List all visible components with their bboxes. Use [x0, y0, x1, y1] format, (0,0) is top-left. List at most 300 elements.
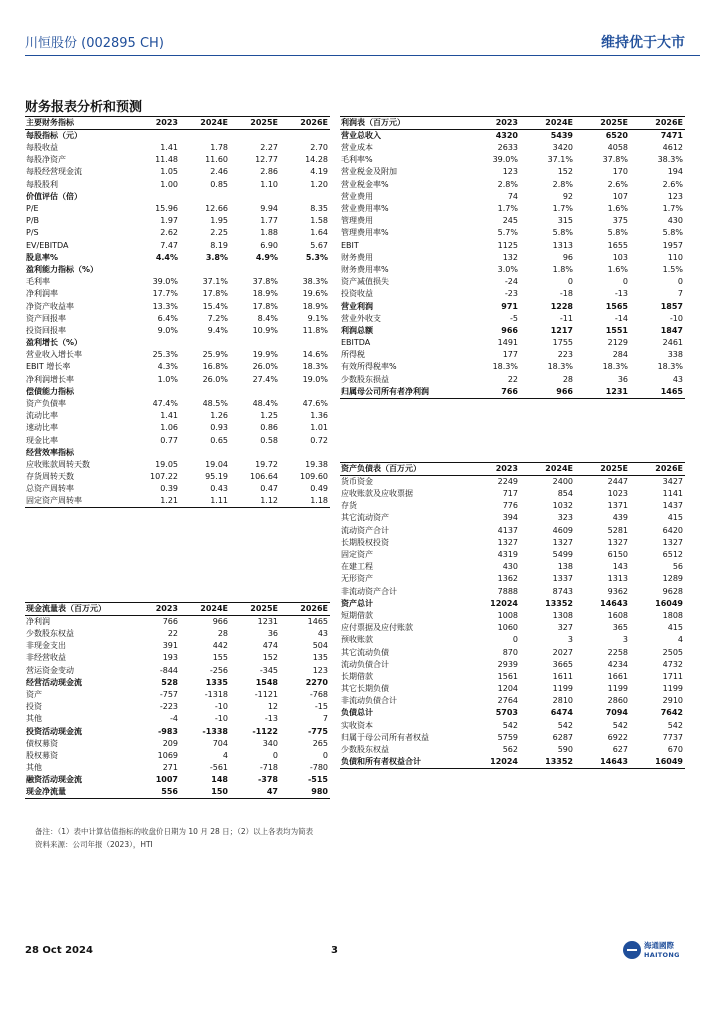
- cell-value: 92: [562, 191, 573, 201]
- row-label: 营运资金变动: [26, 665, 74, 675]
- row-label: 非现金支出: [26, 641, 66, 651]
- cell-value: 209: [162, 738, 178, 748]
- cell-value: 7: [322, 714, 328, 724]
- table-row: [25, 459, 330, 471]
- cell-value: 1231: [257, 617, 278, 626]
- cell-value: 5499: [552, 550, 573, 560]
- cell-value: 1.41: [160, 143, 178, 153]
- key-ratios-table: [25, 116, 330, 508]
- row-label: 股权募资: [26, 750, 58, 760]
- cell-value: 13352: [520, 756, 575, 769]
- cell-value: 12: [267, 702, 278, 712]
- cell-value: 1.20: [310, 179, 328, 189]
- row-label: 营业外收支: [341, 313, 381, 323]
- cell-value: 2024E: [520, 463, 575, 476]
- cell-value: 103: [612, 252, 628, 262]
- cell-value: 966: [520, 386, 575, 399]
- cell-value: 2.6%: [607, 179, 628, 189]
- row-label: 流动资产合计: [341, 525, 389, 535]
- cell-value: 1465: [307, 617, 328, 626]
- cell-value: 966: [212, 617, 228, 626]
- cell-value: 1.26: [210, 411, 228, 421]
- table-row: [340, 476, 685, 489]
- table-row: [25, 786, 330, 799]
- cell-value: 38.3%: [657, 155, 683, 165]
- cell-value: 8.35: [310, 204, 328, 214]
- cell-value: 1007: [155, 775, 178, 785]
- cell-value: 284: [612, 350, 628, 360]
- cell-value: [180, 264, 230, 276]
- table-row: [340, 374, 685, 386]
- cell-value: 7.2%: [207, 313, 228, 323]
- table-row: [340, 610, 685, 622]
- row-label: 投资活动现金流: [26, 726, 82, 736]
- row-label: P/E: [26, 204, 39, 214]
- cell-value: 2860: [607, 696, 628, 706]
- row-label: 净利润率: [26, 289, 58, 299]
- cell-value: 3.0%: [497, 264, 518, 274]
- cell-value: 8.19: [210, 240, 228, 250]
- row-label: 资产负债率: [26, 399, 66, 409]
- cell-value: 854: [557, 489, 573, 499]
- cell-value: 1313: [607, 574, 628, 584]
- cell-value: 245: [502, 216, 518, 226]
- cell-value: 1.12: [230, 495, 280, 508]
- row-label: 非流动负债合计: [341, 696, 397, 706]
- cell-value: 1228: [550, 301, 573, 311]
- table-row: [25, 447, 330, 459]
- cell-value: 143: [612, 562, 628, 572]
- report-header-company: 川恒股份 (002895 CH): [25, 36, 164, 51]
- cell-value: 18.3%: [302, 362, 328, 372]
- cell-value: 22: [167, 629, 178, 639]
- row-label: 预收账款: [341, 635, 373, 645]
- table-row: [340, 361, 685, 373]
- row-label: 经营效率指标: [26, 447, 74, 457]
- cell-value: 155: [212, 653, 228, 663]
- row-label: EBIT 增长率: [26, 362, 71, 372]
- table-row: [340, 300, 685, 312]
- cell-value: 4320: [495, 131, 518, 140]
- cell-value: 5759: [497, 732, 518, 742]
- cell-value: -780: [309, 763, 328, 773]
- cell-value: 2024E: [520, 117, 575, 130]
- cell-value: 15.96: [155, 204, 178, 214]
- cell-value: 9362: [607, 586, 628, 596]
- table-row: [25, 652, 330, 664]
- row-label: 少数股东权益: [26, 629, 74, 639]
- row-label: 营业费用: [341, 191, 373, 201]
- row-label: 资产减值损失: [341, 277, 389, 287]
- cell-value: 1.58: [310, 216, 328, 226]
- cell-value: 1608: [607, 610, 628, 620]
- cell-value: -256: [209, 665, 228, 675]
- table-row: [25, 616, 330, 629]
- cell-value: -10: [669, 313, 683, 323]
- cell-value: -561: [209, 763, 228, 773]
- row-label: 非流动资产合计: [341, 586, 397, 596]
- cell-value: 5.8%: [662, 228, 683, 238]
- row-label: EBITDA: [341, 338, 371, 348]
- cell-value: 4137: [497, 525, 518, 535]
- cell-value: 2810: [552, 696, 573, 706]
- cell-value: 1.7%: [497, 204, 518, 214]
- cell-value: 7.47: [160, 240, 178, 250]
- cell-value: 1.05: [160, 167, 178, 177]
- cell-value: 7737: [662, 732, 683, 742]
- cell-value: 27.4%: [252, 374, 278, 384]
- cell-value: [230, 264, 280, 276]
- row-label: EV/EBITDA: [26, 240, 69, 250]
- cell-value: 2.70: [310, 143, 328, 153]
- cell-value: 430: [667, 216, 683, 226]
- cell-value: 1199: [552, 684, 573, 694]
- table-row: [340, 130, 685, 143]
- cell-value: 4732: [662, 659, 683, 669]
- row-label: 资产: [26, 690, 42, 700]
- cell-value: 2633: [497, 143, 518, 153]
- cell-value: 1335: [205, 677, 228, 687]
- table-row: [25, 762, 330, 774]
- cell-value: -24: [504, 277, 518, 287]
- row-label: 存货周转天数: [26, 472, 74, 482]
- table-row: [340, 732, 685, 744]
- page-number: 3: [331, 945, 338, 956]
- table-row: [25, 337, 330, 349]
- cell-value: 138: [557, 562, 573, 572]
- cell-value: 2026E: [630, 463, 685, 476]
- table-row: [25, 227, 330, 239]
- table-row: [340, 707, 685, 719]
- table-row: [25, 252, 330, 264]
- cell-value: 6150: [607, 550, 628, 560]
- cell-value: [230, 386, 280, 398]
- cell-value: 6287: [552, 732, 573, 742]
- cell-value: 6474: [550, 708, 573, 718]
- cell-value: 9.94: [260, 204, 278, 214]
- row-label: 净资产收益率: [26, 301, 74, 311]
- cell-value: 2400: [552, 477, 573, 486]
- cell-value: [280, 264, 330, 276]
- cell-value: 6.90: [260, 240, 278, 250]
- cell-value: 439: [612, 513, 628, 523]
- cell-value: -223: [159, 702, 178, 712]
- cell-value: 2026E: [630, 117, 685, 130]
- cell-value: 2025E: [230, 603, 280, 616]
- cell-value: 4.3%: [157, 362, 178, 372]
- row-label: 长期股权投资: [341, 537, 389, 547]
- row-label: 应收账款及应收票据: [341, 489, 413, 499]
- cell-value: 56: [672, 562, 683, 572]
- cell-value: 19.0%: [302, 374, 328, 384]
- cell-value: 16049: [655, 598, 683, 608]
- cell-value: 4: [222, 750, 228, 760]
- cell-value: 3: [567, 635, 573, 645]
- cell-value: 38.3%: [302, 277, 328, 287]
- cell-value: 504: [312, 641, 328, 651]
- cell-value: -718: [259, 763, 278, 773]
- cell-value: -11: [559, 313, 573, 323]
- cell-value: 2025E: [575, 463, 630, 476]
- cell-value: 1060: [497, 623, 518, 633]
- cell-value: 1141: [662, 489, 683, 499]
- table-row: [340, 622, 685, 634]
- table-row: [340, 191, 685, 203]
- row-label: 短期借款: [341, 610, 373, 620]
- cell-value: 1.36: [310, 411, 328, 421]
- cell-value: 670: [667, 745, 683, 755]
- cell-value: 2.8%: [497, 179, 518, 189]
- cell-value: 474: [262, 641, 278, 651]
- cell-value: 4234: [607, 659, 628, 669]
- cell-value: 1.97: [160, 216, 178, 226]
- table-row: [25, 750, 330, 762]
- cell-value: 26.0%: [252, 362, 278, 372]
- row-label: 营业费用率%: [341, 204, 389, 214]
- cell-value: 528: [161, 677, 178, 687]
- cell-value: 170: [612, 167, 628, 177]
- cell-value: 19.72: [255, 459, 278, 469]
- cell-value: 415: [667, 513, 683, 523]
- cell-value: 0: [677, 277, 683, 287]
- cell-value: 542: [667, 720, 683, 730]
- row-label: 少数股东损益: [341, 374, 389, 384]
- row-label: 管理费用: [341, 216, 373, 226]
- table-row: [340, 386, 685, 399]
- cell-value: 5281: [607, 525, 628, 535]
- row-label: 股息率%: [26, 252, 59, 262]
- cell-value: -18: [559, 289, 573, 299]
- cell-value: 37.1%: [547, 155, 573, 165]
- cell-value: 19.38: [305, 459, 328, 469]
- cell-value: 1561: [497, 671, 518, 681]
- cell-value: -775: [307, 726, 328, 736]
- cell-value: [280, 386, 330, 398]
- cell-value: 7642: [660, 708, 683, 718]
- row-label: 融资活动现金流: [26, 775, 82, 785]
- cell-value: 1.6%: [607, 204, 628, 214]
- cell-value: 430: [502, 562, 518, 572]
- cell-value: 1655: [607, 240, 628, 250]
- cell-value: [230, 337, 280, 349]
- cell-value: -14: [614, 313, 628, 323]
- row-label: 归属母公司所有者净利润: [340, 386, 465, 399]
- table-row: [25, 665, 330, 677]
- cell-value: 0.65: [210, 435, 228, 445]
- table-row: [340, 634, 685, 646]
- table-row: [25, 738, 330, 750]
- table-row: [340, 288, 685, 300]
- cell-value: 1231: [575, 386, 630, 399]
- data-source: 资料来源：公司年报（2023），HTI: [35, 840, 153, 849]
- cell-value: 2023: [465, 463, 520, 476]
- row-label: 其它流动资产: [341, 513, 389, 523]
- table-row: [340, 349, 685, 361]
- row-label: 速动比率: [26, 423, 58, 433]
- cell-value: 1204: [497, 684, 518, 694]
- row-label: 营业利润: [341, 301, 373, 311]
- cell-value: 6420: [662, 525, 683, 535]
- table-row: [25, 130, 330, 143]
- cell-value: 0: [272, 750, 278, 760]
- cell-value: 315: [557, 216, 573, 226]
- cell-value: 18.3%: [492, 362, 518, 372]
- row-label: 管理费用率%: [341, 228, 389, 238]
- table-row: [340, 659, 685, 671]
- table-header-row: [340, 463, 685, 476]
- cell-value: 4612: [662, 143, 683, 153]
- cell-value: -768: [309, 690, 328, 700]
- cell-value: 265: [312, 738, 328, 748]
- row-label: 盈利能力指标（%）: [26, 264, 99, 274]
- table-row: [25, 422, 330, 434]
- cell-value: [180, 386, 230, 398]
- table-note: 备注：（1）表中计算估值指标的收盘价日期为 10 月 28 日；（2）以上各表均为简表: [35, 827, 314, 836]
- cell-value: 1362: [497, 574, 518, 584]
- cell-value: 0: [322, 750, 328, 760]
- row-label: 长期借款: [341, 671, 373, 681]
- cell-value: 1371: [607, 501, 628, 511]
- table-row: [340, 488, 685, 500]
- cell-value: 7471: [660, 131, 683, 140]
- cell-value: 150: [180, 786, 230, 799]
- row-label: 盈利增长（%）: [26, 338, 83, 348]
- cell-value: 3420: [552, 143, 573, 153]
- table-row: [340, 744, 685, 756]
- table-row: [340, 720, 685, 732]
- cell-value: 1.77: [260, 216, 278, 226]
- cell-value: 4.19: [310, 167, 328, 177]
- cell-value: 13.3%: [152, 301, 178, 311]
- cell-value: 391: [162, 641, 178, 651]
- cell-value: 6.4%: [157, 313, 178, 323]
- cell-value: -23: [504, 289, 518, 299]
- table-row: [25, 154, 330, 166]
- cell-value: 2.62: [160, 228, 178, 238]
- cell-value: 1755: [552, 338, 573, 348]
- cell-value: 2.27: [260, 143, 278, 153]
- cell-value: 1808: [662, 610, 683, 620]
- table-row: [340, 325, 685, 337]
- cell-value: [180, 191, 230, 203]
- table-row: [25, 349, 330, 361]
- cell-value: 2939: [497, 659, 518, 669]
- cell-value: 1857: [660, 301, 683, 311]
- table-row: [25, 288, 330, 300]
- cell-value: 1611: [552, 671, 573, 681]
- haitong-logo: [623, 940, 683, 962]
- cell-value: -13: [264, 714, 278, 724]
- cell-value: 14643: [575, 756, 630, 769]
- cell-value: 74: [507, 191, 518, 201]
- table-row: [340, 683, 685, 695]
- cell-value: [230, 191, 280, 203]
- table-row: [25, 398, 330, 410]
- cell-value: 1.7%: [662, 204, 683, 214]
- cell-value: 1957: [662, 240, 683, 250]
- table-row: [340, 179, 685, 191]
- row-label: 固定资产: [341, 550, 373, 560]
- cell-value: 2023: [130, 603, 180, 616]
- cell-value: -378: [257, 775, 278, 785]
- cell-value: 766: [162, 617, 178, 626]
- table-row: [25, 495, 330, 508]
- row-label: 流动负债合计: [341, 659, 389, 669]
- table-row: [340, 512, 685, 524]
- cell-value: 2.86: [260, 167, 278, 177]
- table-row: [340, 203, 685, 215]
- cell-value: [180, 447, 230, 459]
- cell-value: 2023: [465, 117, 520, 130]
- table-row: [25, 240, 330, 252]
- cell-value: 25.9%: [202, 350, 228, 360]
- table-row: [340, 756, 685, 769]
- table-row: [25, 300, 330, 312]
- row-label: 经营活动现金流: [26, 677, 82, 687]
- table-row: [340, 215, 685, 227]
- row-label: 资产回报率: [26, 313, 66, 323]
- row-label: 营业总收入: [341, 131, 381, 140]
- row-label: 实收资本: [341, 720, 373, 730]
- row-label: 投资回报率: [26, 325, 66, 335]
- table-row: [340, 252, 685, 264]
- cell-value: [280, 191, 330, 203]
- cell-value: 542: [557, 720, 573, 730]
- cell-value: [130, 264, 180, 276]
- cell-value: [230, 447, 280, 459]
- cell-value: 2024E: [180, 603, 230, 616]
- cell-value: 4319: [497, 550, 518, 560]
- table-row: [340, 598, 685, 610]
- row-label: P/S: [26, 228, 39, 238]
- row-label: 归属于母公司所有者权益: [341, 732, 429, 742]
- cell-value: 2129: [607, 338, 628, 348]
- cell-value: 2.6%: [662, 179, 683, 189]
- cell-value: 1.7%: [552, 204, 573, 214]
- cell-value: 177: [502, 350, 518, 360]
- cell-value: 4: [677, 635, 683, 645]
- cell-value: 1313: [552, 240, 573, 250]
- cell-value: 6520: [605, 131, 628, 140]
- row-label: 毛利率%: [341, 155, 373, 165]
- cell-value: 19.6%: [302, 289, 328, 299]
- table-row: [25, 325, 330, 337]
- table-row: [340, 586, 685, 598]
- cell-value: -515: [307, 775, 328, 785]
- cell-value: 123: [667, 191, 683, 201]
- cell-value: 39.0%: [152, 277, 178, 287]
- cell-value: 193: [162, 653, 178, 663]
- cell-value: 13352: [545, 598, 573, 608]
- cell-value: 19.9%: [252, 350, 278, 360]
- cell-value: 2258: [607, 647, 628, 657]
- row-label: 财务费用率%: [341, 264, 389, 274]
- cell-value: [280, 337, 330, 349]
- cell-value: 0.93: [210, 423, 228, 433]
- cell-value: 10.9%: [252, 325, 278, 335]
- cell-value: 338: [667, 350, 683, 360]
- table-row: [25, 628, 330, 640]
- income-statement-table: [340, 116, 685, 399]
- cell-value: 123: [502, 167, 518, 177]
- cash-flow-table: [25, 602, 330, 799]
- cell-value: 152: [557, 167, 573, 177]
- cell-value: 2024E: [180, 117, 230, 130]
- row-label: 应收账款周转天数: [26, 459, 90, 469]
- cell-value: 0.86: [260, 423, 278, 433]
- cell-value: 2447: [607, 477, 628, 486]
- table-row: [25, 726, 330, 738]
